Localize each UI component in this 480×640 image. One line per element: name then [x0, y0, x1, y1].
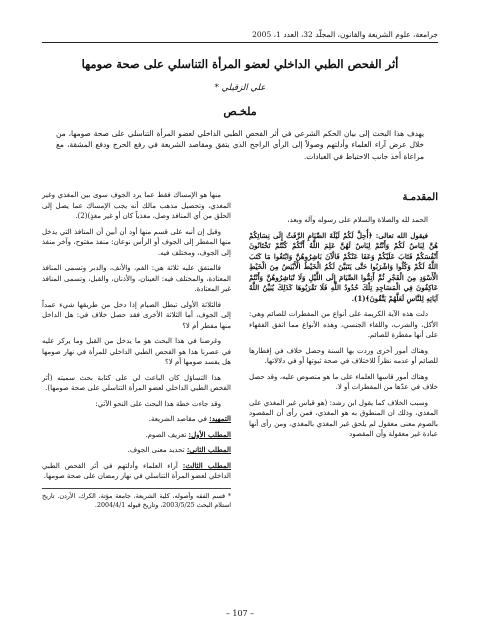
- outline-text: تحديد معنى الجوف.: [127, 446, 185, 455]
- outline-text: آراء العلماء وأدلتهم في أثر الفحص الطبي الداخلي لعضو المرأة التناسلي في نهار رمضان على صحة صومها.: [42, 461, 231, 481]
- outline-label: المطلب الثالث:: [182, 460, 231, 470]
- outline-label: التمهيد:: [209, 414, 231, 424]
- outline-text: تعريف الصوم.: [145, 430, 187, 439]
- abstract-heading: ملخـص: [223, 105, 257, 118]
- running-header: جرامعة، علوم الشريعة والقانون، المجلّد 32، العدد 1، 2005: [42, 30, 438, 43]
- paragraph: فالمتفق عليه ثلاثة هي: الفم، والأنف، والدبر وتسمى المنافذ المعتادة، والمختلف فيه: العينان، والأذنان، والقبل، وتسمى المنافذ غير المعتادة.: [42, 264, 231, 294]
- quran-verse: فيقول الله تعالى: ﴿أُحِلَّ لَكُمْ لَيْلَةَ الصِّيَامِ الرَّفَثُ إِلَى نِسَائِكُمْ هُنَّ لِبَاسٌ لَكُمْ وَأَنْتُمْ لِبَاسٌ لَهُنَّ عَلِمَ اللَّهُ أَنَّكُمْ كُنْتُمْ تَخْتَانُونَ أَنْفُسَكُمْ فَتَابَ عَلَيْكُمْ وَعَفَا عَنْكُمْ فَالْآنَ بَاشِرُوهُنَّ وَابْتَغُوا مَا كَتَبَ اللَّهُ لَكُمْ وَكُلُوا وَاشْرَبُوا حَتَّى يَتَبَيَّنَ لَكُمُ الْخَيْطُ الْأَبْيَضُ مِنَ الْخَيْطِ الْأَسْوَدِ مِنَ الْفَجْرِ ثُمَّ أَتِمُّوا الصِّيَامَ إِلَى اللَّيْلِ وَلَا تُبَاشِرُوهُنَّ وَأَنْتُمْ عَاكِفُونَ فِي الْمَسَاجِدِ تِلْكَ حُدُودُ اللَّهِ فَلَا تَقْرَبُوهَا كَذَلِكَ يُبَيِّنُ اللَّهُ آيَاتِهِ لِلنَّاسِ لَعَلَّهُمْ يَتَّقُونَ﴾(1).: [249, 230, 438, 303]
- outline-item: [42, 445, 231, 456]
- body-columns: [42, 190, 438, 510]
- paragraph: وهناك أمور قاسها العلماء على ما هو منصوص عليه، وقد حصل خلاف في عدّها من المفطرات أو لا.: [249, 372, 438, 392]
- author-name: علي الزقيلي *: [214, 83, 266, 93]
- outline-item: [42, 461, 231, 482]
- abstract: [56, 128, 424, 162]
- outline-item: [42, 430, 231, 441]
- article-title: أثر الفحص الطبي الداخلي لعضو المرأة التناسلي على صحة صومها: [81, 57, 399, 71]
- paragraph: الحمد لله والصلاة والسلام على رسوله وآله وبعد،: [287, 216, 428, 225]
- outline-label: المطلب الثاني:: [186, 445, 231, 455]
- footnote: * قسم الفقه وأصوله، كلية الشريعة، جامعة مؤتة، الكرك، الأردن. تاريخ استلام البحث 2003/5/25، وتاريخ قبوله 2004/4/1.: [42, 488, 231, 510]
- outline-item: [42, 414, 231, 425]
- paragraph: وقد جاءت خطة هذا البحث على النحو الآتي:: [95, 399, 221, 408]
- paragraph: دلت هذه الآية الكريمة على أنواع من المفطرات للصائم وهي: الأكل، والشرب، واللقاء الجنسي، وهذه الأنواع مما اتفق الفقهاء على أنها مفطرة للصائم.: [249, 310, 438, 340]
- left-column: [42, 190, 231, 510]
- outline-text: في مقاصد الشريعة.: [148, 415, 207, 424]
- paragraph: وسبب الخلاف كما يقول ابن رشد: (هو قياس غير المغذي على المغذي، وذلك ان المنطوق به هو المغذي، فمن رأى أن المقصود بالصوم معنى معقول لم يلحق غير المغذي بالمغذي، ومن رأى أنها عبادة غير معقولة وأن المقصود: [249, 398, 438, 439]
- paragraph: منها هو الإمساك فقط عما يرد الجوف سوى بين المغذي وغير المغذي، وتحصيل مذهب مالك أنه يجب الإمساك عما يصل إلى الحلق من أي المنافذ وصل، مغذياً كان أو غير مغذٍ)(2).: [42, 191, 231, 221]
- intro-heading: المقدمـة: [402, 192, 438, 204]
- page-number: – 107 –: [225, 609, 255, 618]
- paragraph: وغرضنا في هذا البحث هو ما يدخل من القبل وما يركز عليه في عصرنا هذا هو الفحص الطبي الداخلي للمرأة في نهار صومها هل يفسد صومها أم لا؟: [42, 337, 231, 367]
- right-column: [249, 190, 438, 510]
- outline-label: المطلب الأول:: [188, 429, 231, 439]
- paragraph: وقيل إن أنبه على قسم منها أود أن أبين أن المنافذ التي يدخل منها المفطر إلى الجوف أو الرأس نوعان: منفذ مفتوح، وآخر منفذ إلى الجوف، ومختلف فيه.: [42, 227, 231, 257]
- paragraph: فالثلاثة الأولى تبطل الصيام إذا دخل من طريقها شيء عمداً إلى الجوف، أما الثلاثة الأخرى فقد حصل خلاف في: هل الداخل منها مفطر أم لا؟: [42, 300, 231, 330]
- paragraph: هذا التساؤل كان الباعث لي على كتابة بحث سميته (أثر الفحص الطبي الداخلي لعضو المرأة التناسلي على صحة صومها).: [42, 373, 231, 393]
- paragraph: وهناك أمور أخرى وردت بها السنة وحصل خلاف في إفطارها للصائم أو عدمه نظراً للاختلاف في صحة ثبوتها أو في دلالاتها.: [249, 346, 438, 366]
- abstract-text: يهدف هذا البحث إلى بيان الحكم الشرعي في أثر الفحص الطبي الداخلي لعضو المرأة التناسلي على صحة صومها، من خلال عرض آراء العلماء وأدلتهم وصولاً إلى الرأي الراجح الذي يتفق ومقاصد الشريعة في رفع الحرج ودفع المشقة، مع مراعاة أخذ جانب الاحتياط في العبادات.: [56, 129, 424, 161]
